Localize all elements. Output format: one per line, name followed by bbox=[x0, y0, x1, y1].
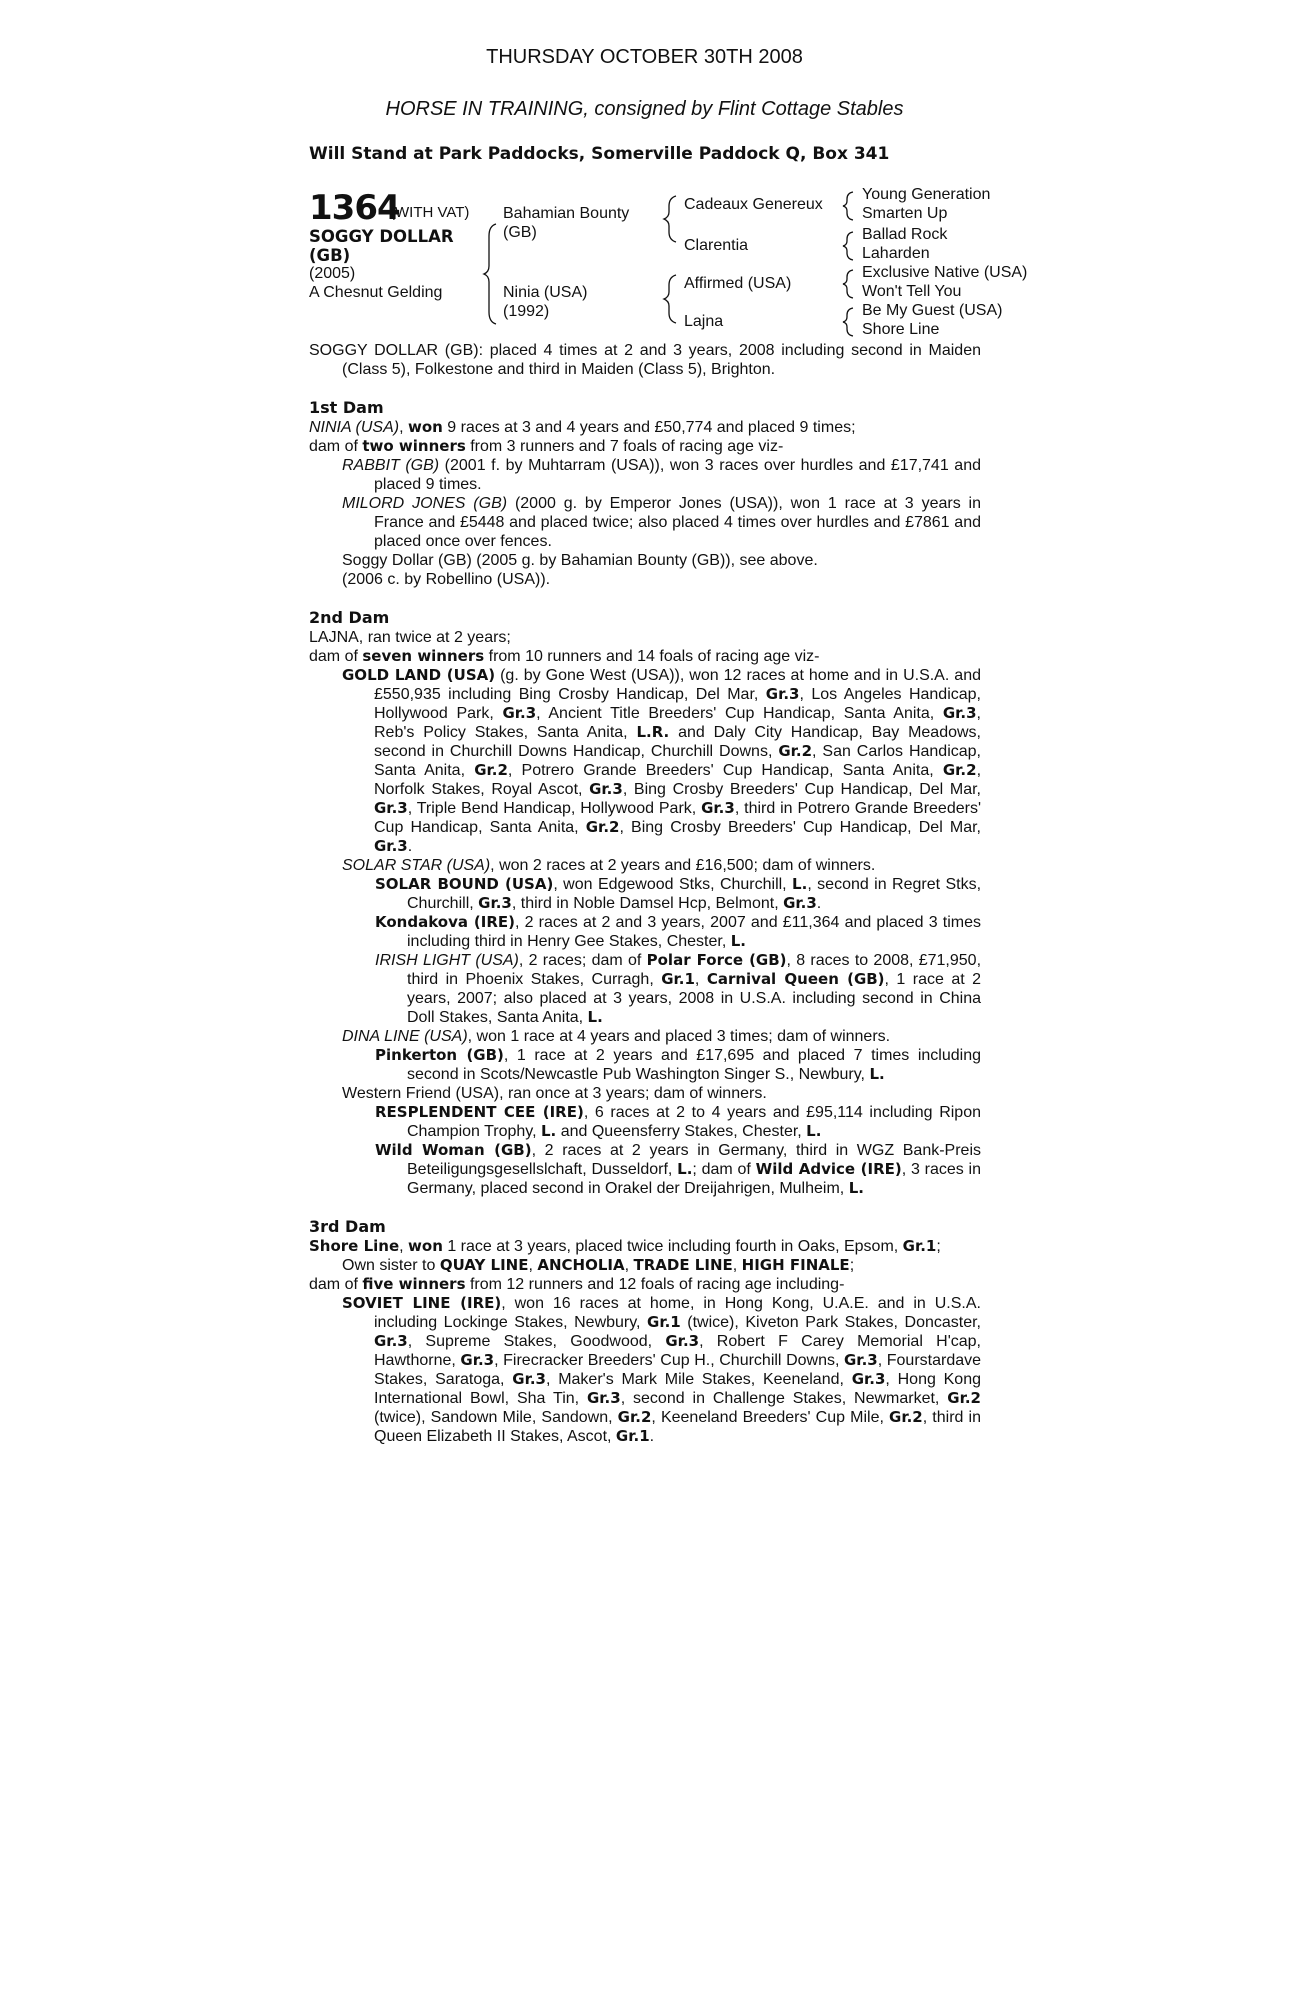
ggs-5: Exclusive Native (USA) bbox=[862, 264, 1028, 281]
produce-gold-land: GOLD LAND (USA) (g. by Gone West (USA)), won 12 races at home and in U.S.A. and £550,935 including Bing Crosby Handicap, Del Mar, Gr.3, Los Angeles Handicap, Hollywood Park, Gr.3, Ancient Title Breeders' Cup Handicap, Santa Anita, Gr.3, Reb's Policy Stakes, Santa Anita, L.R. and Daly City Handicap, Bay Meadows, second in Churchill Downs Handicap, Churchill Downs, Gr.2, San Carlos Handicap, Santa Anita, Gr.2, Potrero Grande Breeders' Cup Handicap, Santa Anita, Gr.2, Norfolk Stakes, Royal Ascot, Gr.3, Bing Crosby Breeders' Cup Handicap, Del Mar, Gr.3, Triple Bend Handicap, Hollywood Park, Gr.3, third in Potrero Grande Breeders' Cup Handicap, Santa Anita, Gr.2, Bing Crosby Breeders' Cup Handicap, Del Mar, Gr.3. bbox=[342, 666, 982, 855]
ggs-8: Shore Line bbox=[862, 321, 940, 338]
sire-origin: (GB) bbox=[503, 224, 537, 241]
racing-summary: SOGGY DOLLAR (GB): placed 4 times at 2 and 3 years, 2008 including second in Maiden (Class 5), Folkestone and third in Maiden (Class 5), Brighton. bbox=[309, 342, 981, 378]
ggs-1: Young Generation bbox=[862, 186, 991, 203]
third-dam-heading: 3rd Dam bbox=[309, 1217, 386, 1236]
dam-year: (1992) bbox=[503, 303, 550, 320]
first-dam-produce: dam of two winners from 3 runners and 7 foals of racing age viz- bbox=[309, 437, 784, 455]
pedigree-braces bbox=[0, 0, 1289, 340]
produce-pinkerton: Pinkerton (GB), 1 race at 2 years and £17,695 and placed 7 times including second in Scots/Newcastle Pub Washington Singer S., Newbury, L. bbox=[375, 1046, 981, 1083]
ggs-4: Laharden bbox=[862, 245, 930, 262]
horse-name: SOGGY DOLLAR bbox=[309, 227, 454, 246]
second-dam-heading: 2nd Dam bbox=[309, 608, 390, 627]
horse-description: A Chesnut Gelding bbox=[309, 284, 443, 301]
first-dam-line: NINIA (USA), won 9 races at 3 and 4 years and £50,774 and placed 9 times; bbox=[309, 418, 856, 436]
first-dam-heading: 1st Dam bbox=[309, 398, 384, 417]
sire-name: Bahamian Bounty bbox=[503, 205, 630, 222]
sire-sire: Cadeaux Genereux bbox=[684, 196, 823, 213]
dam-name: Ninia (USA) bbox=[503, 284, 588, 301]
ggs-3: Ballad Rock bbox=[862, 226, 948, 243]
dam-dam: Lajna bbox=[684, 313, 724, 330]
sire-dam: Clarentia bbox=[684, 237, 749, 254]
catalogue-body bbox=[309, 341, 981, 1446]
vat-note: (WITH VAT) bbox=[390, 204, 470, 221]
produce-dina-line: DINA LINE (USA), won 1 race at 4 years and placed 3 times; dam of winners. bbox=[342, 1028, 891, 1045]
produce-western-friend: Western Friend (USA), ran once at 3 years; dam of winners. bbox=[342, 1085, 767, 1102]
produce-soviet-line: SOVIET LINE (IRE), won 16 races at home, in Hong Kong, U.A.E. and in U.S.A. including Lockinge Stakes, Newbury, Gr.1 (twice), Kiveton Park Stakes, Doncaster, Gr.3, Supreme Stakes, Goodwood, Gr.3, Robert F Carey Memorial H'cap, Hawthorne, Gr.3, Firecracker Breeders' Cup H., Churchill Downs, Gr.3, Fourstardave Stakes, Saratoga, Gr.3, Maker's Mark Mile Stakes, Keeneland, Gr.3, Hong Kong International Bowl, Sha Tin, Gr.3, second in Challenge Stakes, Newmarket, Gr.2 (twice), Sandown Mile, Sandown, Gr.2, Keeneland Breeders' Cup Mile, Gr.2, third in Queen Elizabeth II Stakes, Ascot, Gr.1. bbox=[342, 1294, 982, 1445]
produce-solar-bound: SOLAR BOUND (USA), won Edgewood Stks, Churchill, L., second in Regret Stks, Churchill, Gr.3, third in Noble Damsel Hcp, Belmont, Gr.3. bbox=[375, 875, 982, 912]
second-dam-line: LAJNA, ran twice at 2 years; bbox=[309, 629, 511, 646]
produce-solar-star: SOLAR STAR (USA), won 2 races at 2 years and £16,500; dam of winners. bbox=[342, 857, 876, 874]
dam-sire: Affirmed (USA) bbox=[684, 275, 792, 292]
ggs-7: Be My Guest (USA) bbox=[862, 302, 1003, 319]
produce-wild-woman: Wild Woman (GB), 2 races at 2 years in Germany, third in WGZ Bank-Preis Beteiligungsgesellslchaft, Dusseldorf, L.; dam of Wild Advice (IRE), 3 races in Germany, placed second in Orakel der Dreijahrigen, Mulheim, L. bbox=[375, 1141, 982, 1197]
produce-milord-jones: MILORD JONES (GB) (2000 g. by Emperor Jones (USA)), won 1 race at 3 years in France and £5448 and placed twice; also placed 4 times over hurdles and £7861 and placed once over fences. bbox=[342, 495, 982, 550]
second-dam-produce: dam of seven winners from 10 runners and 14 foals of racing age viz- bbox=[309, 647, 820, 665]
produce-soggy-dollar: Soggy Dollar (GB) (2005 g. by Bahamian Bounty (GB)), see above. bbox=[342, 552, 818, 569]
produce-resplendent-cee: RESPLENDENT CEE (IRE), 6 races at 2 to 4 years and £95,114 including Ripon Champion Trophy, L. and Queensferry Stakes, Chester, L. bbox=[375, 1103, 981, 1140]
produce-rabbit: RABBIT (GB) (2001 f. by Muhtarram (USA)), won 3 races over hurdles and £17,741 and placed 9 times. bbox=[342, 457, 981, 493]
produce-kondakova: Kondakova (IRE), 2 races at 2 and 3 years, 2007 and £11,364 and placed 3 times including third in Henry Gee Stakes, Chester, L. bbox=[375, 913, 982, 950]
sale-date: THURSDAY OCTOBER 30TH 2008 bbox=[486, 46, 803, 68]
lot-number: 1364 bbox=[309, 188, 400, 228]
ggs-6: Won't Tell You bbox=[862, 283, 962, 300]
produce-irish-light: IRISH LIGHT (USA), 2 races; dam of Polar Force (GB), 8 races to 2008, £71,950, third in Phoenix Stakes, Curragh, Gr.1, Carnival Queen (GB), 1 race at 2 years, 2007; also placed at 3 years, 2008 in U.S.A. including second in China Doll Stakes, Santa Anita, L. bbox=[375, 951, 982, 1026]
foaling-year: (2005) bbox=[309, 265, 356, 282]
stand-location: Will Stand at Park Paddocks, Somerville Paddock Q, Box 341 bbox=[309, 144, 890, 164]
third-dam-siblings: Own sister to QUAY LINE, ANCHOLIA, TRADE LINE, HIGH FINALE; bbox=[342, 1256, 855, 1274]
third-dam-produce: dam of five winners from 12 runners and 12 foals of racing age including- bbox=[309, 1275, 845, 1293]
ggs-2: Smarten Up bbox=[862, 205, 948, 222]
produce-2006-colt: (2006 c. by Robellino (USA)). bbox=[342, 571, 551, 588]
consignment-title: HORSE IN TRAINING, consigned by Flint Cottage Stables bbox=[385, 98, 904, 120]
horse-origin: (GB) bbox=[309, 246, 351, 265]
third-dam-line: Shore Line, won 1 race at 3 years, placed twice including fourth in Oaks, Epsom, Gr.1; bbox=[309, 1237, 941, 1255]
